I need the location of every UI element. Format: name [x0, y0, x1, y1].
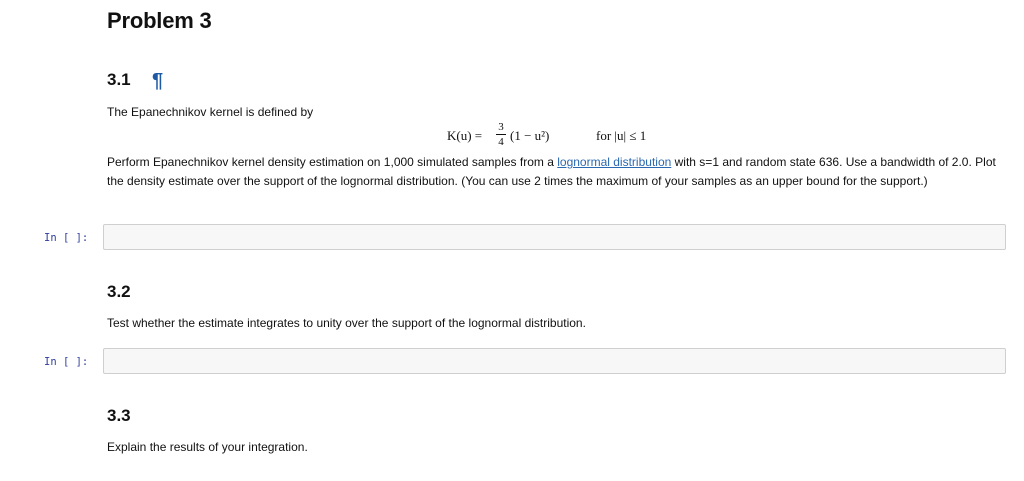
formula-rhs: (1 − u²)	[510, 128, 550, 143]
code-cell-1[interactable]	[103, 224, 1006, 250]
task-paragraph-3-1	[107, 153, 1002, 190]
formula-condition: for |u| ≤ 1	[596, 128, 647, 143]
problem-title: Problem 3	[107, 8, 212, 33]
task-text-after-link: with s=1 and random state 636. Use a bandwidth of 2.0. Plot the density estimate over the support of the lognormal distribution. (You can use 2 times the maximum of your samples as an upper bound for the support.)	[107, 155, 996, 188]
code-cell-2[interactable]	[103, 348, 1006, 374]
formula-lhs: K(u) =	[447, 128, 483, 143]
fraction-numerator: 3	[498, 121, 504, 133]
kernel-intro-text: The Epanechnikov kernel is defined by	[107, 105, 314, 119]
lognormal-distribution-link[interactable]: lognormal distribution	[557, 155, 672, 169]
cell-prompt-1: In [ ]:	[44, 232, 89, 244]
formula-fraction	[496, 121, 506, 148]
task-text-3-3: Explain the results of your integration.	[107, 440, 308, 454]
task-text-before-link: Perform Epanechnikov kernel density estimation on 1,000 simulated samples from a	[107, 155, 558, 169]
section-heading-3-2: 3.2	[107, 282, 131, 301]
cell-prompt-2: In [ ]:	[44, 356, 89, 368]
task-text-3-2: Test whether the estimate integrates to unity over the support of the lognormal distribution.	[107, 316, 586, 330]
fraction-denominator: 4	[498, 136, 504, 148]
section-heading-3-3: 3.3	[107, 406, 131, 425]
pilcrow-anchor-link[interactable]: ¶	[152, 70, 164, 92]
section-heading-3-1: 3.1	[107, 70, 131, 89]
